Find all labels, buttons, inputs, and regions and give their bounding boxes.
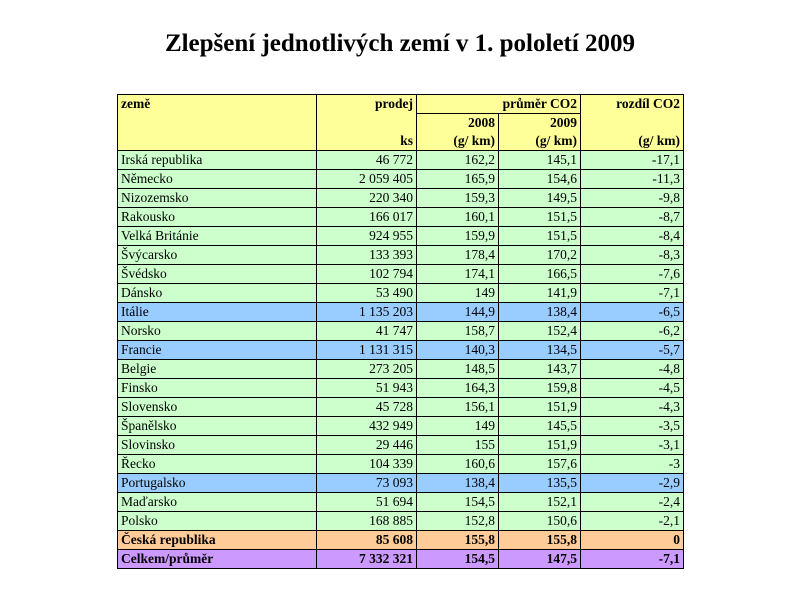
cell-country: Finsko (118, 379, 317, 398)
cell-co2-2008: 149 (417, 417, 499, 436)
cell-co2-2009: 159,8 (499, 379, 581, 398)
cell-co2-2009: 134,5 (499, 341, 581, 360)
cell-country: Francie (118, 341, 317, 360)
cell-co2-2008: 140,3 (417, 341, 499, 360)
cell-country: Slovensko (118, 398, 317, 417)
cell-country: Německo (118, 170, 317, 189)
table-row (118, 512, 684, 531)
cell-country: Dánsko (118, 284, 317, 303)
cell-diff: -2,9 (581, 474, 684, 493)
cell-co2-2009: 151,5 (499, 227, 581, 246)
header-unit-diff: (g/ km) (581, 132, 684, 151)
cell-sales: 168 885 (317, 512, 417, 531)
cell-diff: -3 (581, 455, 684, 474)
header-row-3 (118, 132, 684, 151)
cell-sales: 41 747 (317, 322, 417, 341)
cell-co2-2009: 151,9 (499, 436, 581, 455)
table-row (118, 379, 684, 398)
cell-co2-2009: 155,8 (499, 531, 581, 550)
cell-co2-2008: 156,1 (417, 398, 499, 417)
cell-diff: -6,2 (581, 322, 684, 341)
cell-co2-2009: 166,5 (499, 265, 581, 284)
cell-diff: -4,3 (581, 398, 684, 417)
cell-co2-2008: 165,9 (417, 170, 499, 189)
cell-sales: 273 205 (317, 360, 417, 379)
cell-co2-2008: 149 (417, 284, 499, 303)
cell-co2-2008: 154,5 (417, 550, 499, 569)
cell-diff: -9,8 (581, 189, 684, 208)
header-unit-2008: (g/ km) (417, 132, 499, 151)
cell-co2-2008: 178,4 (417, 246, 499, 265)
cell-country: Celkem/průměr (118, 550, 317, 569)
table-row (118, 531, 684, 550)
table-row (118, 189, 684, 208)
cell-diff: -4,5 (581, 379, 684, 398)
cell-diff: -17,1 (581, 151, 684, 170)
table-row (118, 550, 684, 569)
cell-diff: -8,7 (581, 208, 684, 227)
table-row (118, 436, 684, 455)
cell-sales: 166 017 (317, 208, 417, 227)
cell-sales: 133 393 (317, 246, 417, 265)
cell-co2-2009: 145,1 (499, 151, 581, 170)
header-country-blank-2 (118, 132, 317, 151)
cell-co2-2008: 154,5 (417, 493, 499, 512)
cell-co2-2009: 135,5 (499, 474, 581, 493)
header-year-2009: 2009 (499, 114, 581, 133)
header-row-2 (118, 114, 684, 133)
cell-country: Řecko (118, 455, 317, 474)
header-unit-2009: (g/ km) (499, 132, 581, 151)
header-country-blank (118, 114, 317, 133)
cell-co2-2009: 157,6 (499, 455, 581, 474)
cell-country: Polsko (118, 512, 317, 531)
table-row (118, 227, 684, 246)
cell-diff: -11,3 (581, 170, 684, 189)
cell-co2-2008: 148,5 (417, 360, 499, 379)
table-row (118, 455, 684, 474)
table-row (118, 493, 684, 512)
cell-co2-2008: 138,4 (417, 474, 499, 493)
cell-country: Itálie (118, 303, 317, 322)
table-row (118, 474, 684, 493)
cell-co2-2009: 152,1 (499, 493, 581, 512)
cell-diff: -3,5 (581, 417, 684, 436)
cell-co2-2008: 158,7 (417, 322, 499, 341)
cell-co2-2008: 162,2 (417, 151, 499, 170)
header-sales: prodej (317, 95, 417, 114)
cell-country: Rakousko (118, 208, 317, 227)
cell-sales: 45 728 (317, 398, 417, 417)
cell-country: Švýcarsko (118, 246, 317, 265)
cell-diff: -2,1 (581, 512, 684, 531)
cell-co2-2008: 155 (417, 436, 499, 455)
cell-co2-2009: 151,5 (499, 208, 581, 227)
cell-sales: 53 490 (317, 284, 417, 303)
cell-co2-2009: 141,9 (499, 284, 581, 303)
cell-co2-2009: 143,7 (499, 360, 581, 379)
cell-diff: 0 (581, 531, 684, 550)
cell-co2-2009: 152,4 (499, 322, 581, 341)
header-row-1 (118, 95, 684, 114)
table-row (118, 246, 684, 265)
cell-co2-2009: 138,4 (499, 303, 581, 322)
table-row (118, 322, 684, 341)
cell-co2-2009: 151,9 (499, 398, 581, 417)
cell-co2-2008: 155,8 (417, 531, 499, 550)
cell-co2-2008: 159,3 (417, 189, 499, 208)
table-row (118, 303, 684, 322)
cell-country: Norsko (118, 322, 317, 341)
cell-sales: 104 339 (317, 455, 417, 474)
cell-diff: -6,5 (581, 303, 684, 322)
cell-country: Irská republika (118, 151, 317, 170)
cell-co2-2008: 160,6 (417, 455, 499, 474)
cell-diff: -7,6 (581, 265, 684, 284)
table-row (118, 360, 684, 379)
cell-co2-2009: 149,5 (499, 189, 581, 208)
cell-sales: 102 794 (317, 265, 417, 284)
table-row (118, 208, 684, 227)
cell-sales: 924 955 (317, 227, 417, 246)
cell-country: Maďarsko (118, 493, 317, 512)
table-row (118, 170, 684, 189)
cell-country: Slovinsko (118, 436, 317, 455)
cell-co2-2009: 170,2 (499, 246, 581, 265)
cell-co2-2008: 152,8 (417, 512, 499, 531)
cell-diff: -3,1 (581, 436, 684, 455)
cell-country: Česká republika (118, 531, 317, 550)
cell-sales: 73 093 (317, 474, 417, 493)
table-row (118, 265, 684, 284)
cell-sales: 46 772 (317, 151, 417, 170)
cell-sales: 85 608 (317, 531, 417, 550)
cell-country: Velká Británie (118, 227, 317, 246)
cell-sales: 51 694 (317, 493, 417, 512)
table-row (118, 341, 684, 360)
cell-country: Švédsko (118, 265, 317, 284)
cell-country: Španělsko (118, 417, 317, 436)
cell-sales: 220 340 (317, 189, 417, 208)
header-diff-co2: rozdíl CO2 (581, 95, 684, 114)
cell-sales: 1 135 203 (317, 303, 417, 322)
header-unit-ks: ks (317, 132, 417, 151)
cell-country: Portugalsko (118, 474, 317, 493)
cell-co2-2009: 145,5 (499, 417, 581, 436)
cell-co2-2008: 160,1 (417, 208, 499, 227)
header-sales-blank (317, 114, 417, 133)
table-row (118, 284, 684, 303)
cell-diff: -5,7 (581, 341, 684, 360)
cell-co2-2009: 154,6 (499, 170, 581, 189)
table-row (118, 417, 684, 436)
cell-diff: -7,1 (581, 550, 684, 569)
cell-country: Belgie (118, 360, 317, 379)
cell-sales: 1 131 315 (317, 341, 417, 360)
cell-co2-2008: 174,1 (417, 265, 499, 284)
cell-co2-2009: 150,6 (499, 512, 581, 531)
cell-sales: 2 059 405 (317, 170, 417, 189)
header-avg-co2: průměr CO2 (417, 95, 581, 114)
cell-co2-2008: 144,9 (417, 303, 499, 322)
table-row (118, 151, 684, 170)
cell-co2-2008: 164,3 (417, 379, 499, 398)
page-title: Zlepšení jednotlivých zemí v 1. pololetí 2009 (164, 30, 636, 57)
cell-diff: -2,4 (581, 493, 684, 512)
cell-country: Nizozemsko (118, 189, 317, 208)
header-diff-blank (581, 114, 684, 133)
cell-diff: -8,3 (581, 246, 684, 265)
header-country: země (118, 95, 317, 114)
table-row (118, 398, 684, 417)
cell-sales: 432 949 (317, 417, 417, 436)
cell-co2-2008: 159,9 (417, 227, 499, 246)
cell-sales: 29 446 (317, 436, 417, 455)
cell-diff: -4,8 (581, 360, 684, 379)
cell-diff: -8,4 (581, 227, 684, 246)
cell-sales: 51 943 (317, 379, 417, 398)
co2-table (117, 94, 684, 569)
cell-co2-2009: 147,5 (499, 550, 581, 569)
cell-diff: -7,1 (581, 284, 684, 303)
header-year-2008: 2008 (417, 114, 499, 133)
cell-sales: 7 332 321 (317, 550, 417, 569)
